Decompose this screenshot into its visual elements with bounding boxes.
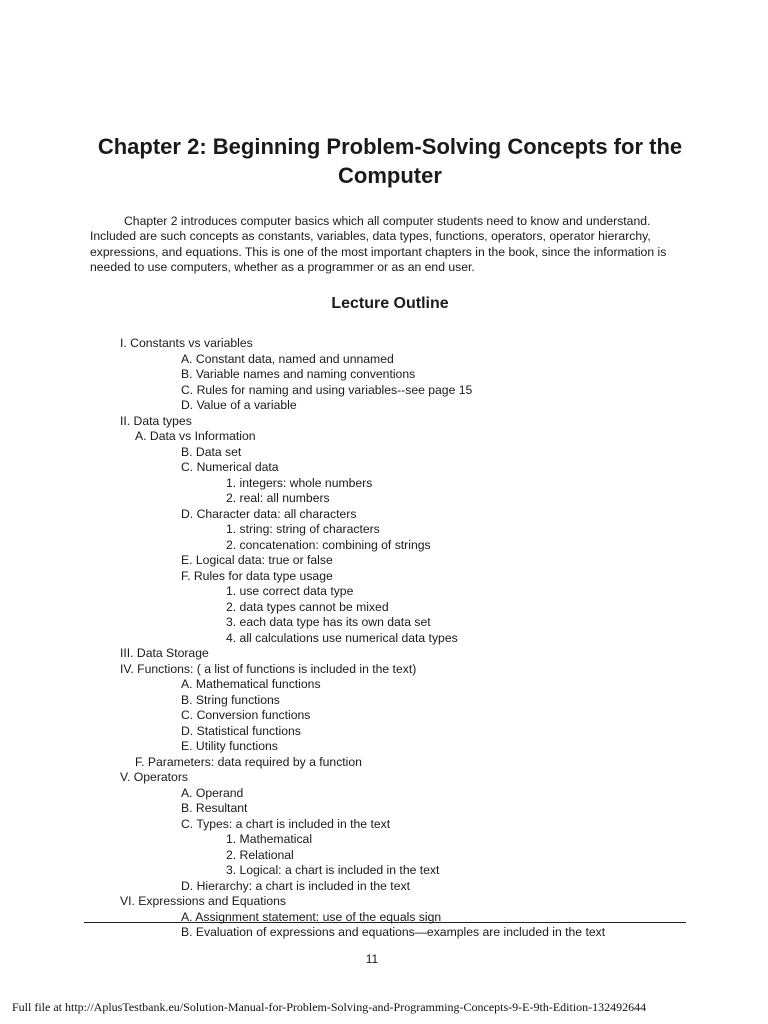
- outline-item: D. Hierarchy: a chart is included in the text: [181, 878, 410, 893]
- outline-item: 2. concatenation: combining of strings: [226, 537, 431, 552]
- outline-item: 2. real: all numbers: [226, 491, 330, 505]
- outline-item: C. Types: a chart is included in the text: [181, 816, 391, 831]
- outline-item: E. Utility functions: [181, 739, 278, 753]
- outline-item: II. Data types: [120, 413, 192, 428]
- outline-item: 1. use correct data type: [226, 584, 354, 598]
- outline-item: IV. Functions: ( a list of functions is included in the text): [120, 661, 417, 676]
- outline-item: C. Rules for naming and using variables--see page 15: [181, 382, 473, 397]
- outline-item: I. Constants vs variables: [120, 336, 253, 350]
- outline-item: B. Variable names and naming conventions: [181, 367, 416, 381]
- outline-item: B. Resultant: [181, 801, 248, 815]
- outline-item: 3. each data type has its own data set: [226, 615, 431, 629]
- page-title: Chapter 2: Beginning Problem-Solving Concepts for the Computer: [97, 134, 683, 188]
- outline-item: F. Rules for data type usage: [181, 568, 333, 583]
- outline-item: 1. integers: whole numbers: [226, 475, 373, 490]
- outline-item: 1. string: string of characters: [226, 522, 380, 536]
- intro-paragraph: Chapter 2 introduces computer basics which all computer students need to know and understand. Included are such concepts as constants, variables, data types, functions, operators, operator hierarchy, expressions, and equations. This is one of the most important chapters in the book, since the information is needed to use computers, whether as a programmer or as an end user.: [90, 214, 667, 275]
- outline-item: 1. Mathematical: [226, 832, 313, 846]
- outline-item: 2. data types cannot be mixed: [226, 599, 389, 614]
- outline-item: A. Data vs Information: [135, 429, 256, 443]
- lecture-outline: [0, 336, 768, 941]
- outline-item: F. Parameters: data required by a function: [135, 754, 362, 769]
- outline-item: A. Operand: [181, 785, 244, 800]
- outline-item: B. String functions: [181, 692, 280, 707]
- footer-divider: [84, 922, 686, 923]
- outline-item: A. Assignment statement: use of the equals sign: [181, 909, 442, 924]
- outline-item: B. Data set: [181, 444, 242, 459]
- outline-item: D. Statistical functions: [181, 723, 301, 738]
- footer-link[interactable]: Full file at http://AplusTestbank.eu/Solution-Manual-for-Problem-Solving-and-Programming-Concepts-9-E-9th-Edition-132492644: [12, 1000, 647, 1014]
- outline-item: D. Value of a variable: [181, 398, 297, 412]
- outline-item: B. Evaluation of expressions and equations—examples are included in the text: [181, 925, 606, 939]
- outline-item: C. Conversion functions: [181, 708, 311, 722]
- outline-item: A. Mathematical functions: [181, 677, 321, 691]
- outline-item: 2. Relational: [226, 847, 294, 862]
- outline-item: V. Operators: [120, 770, 188, 784]
- page-number: 11: [365, 952, 379, 966]
- outline-item: C. Numerical data: [181, 460, 279, 474]
- outline-item: E. Logical data: true or false: [181, 553, 333, 567]
- outline-item: 4. all calculations use numerical data types: [226, 630, 458, 645]
- outline-item: A. Constant data, named and unnamed: [181, 351, 394, 366]
- outline-item: VI. Expressions and Equations: [120, 894, 286, 908]
- outline-item: III. Data Storage: [120, 646, 209, 660]
- outline-item: 3. Logical: a chart is included in the text: [226, 863, 440, 877]
- outline-item: D. Character data: all characters: [181, 506, 357, 521]
- section-heading: Lecture Outline: [331, 295, 449, 312]
